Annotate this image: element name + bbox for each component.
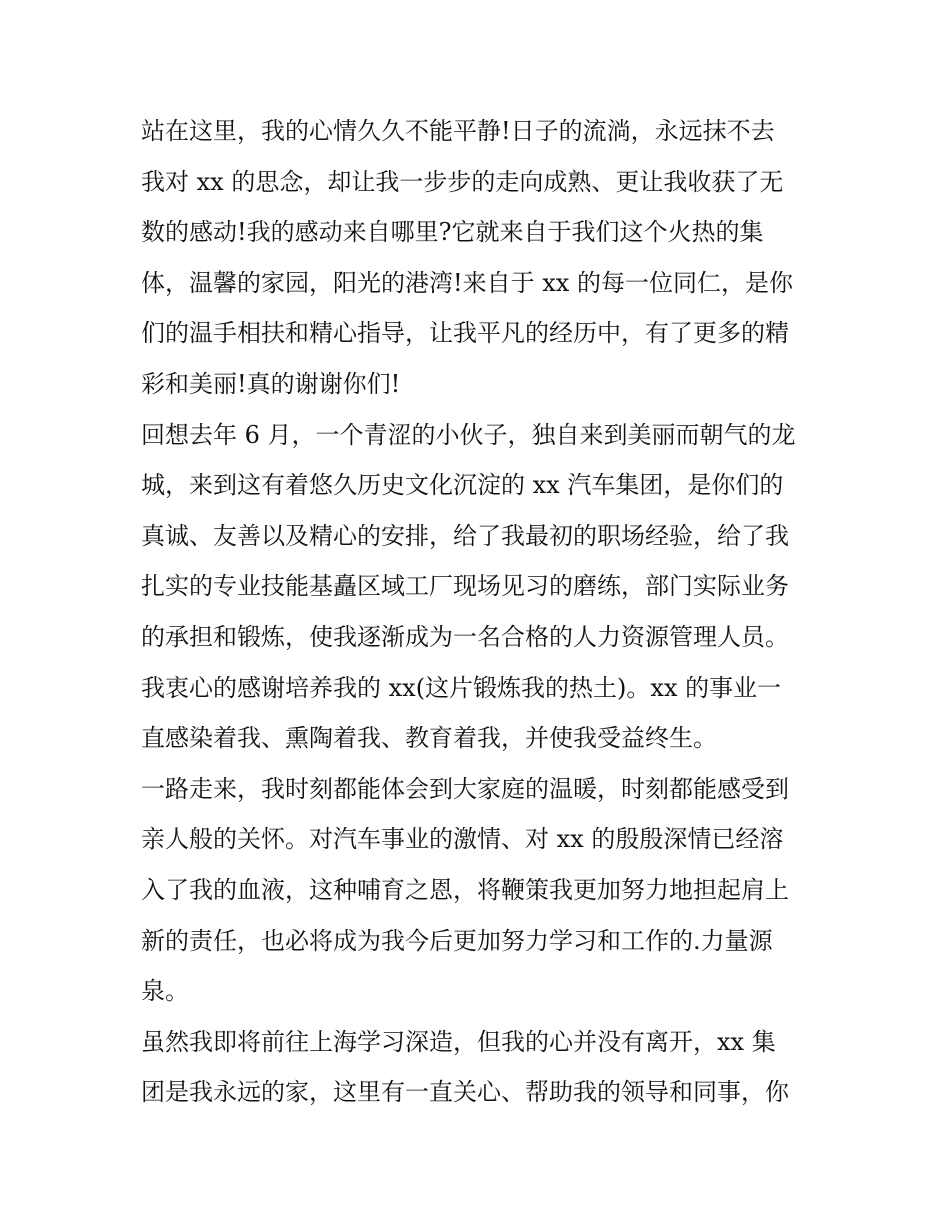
text-line: 彩和美丽!真的谢谢你们! — [141, 369, 401, 398]
text-line: 的承担和锻炼，使我逐渐成为一名合格的人力资源管理人员。 — [141, 622, 789, 651]
text-line: 城，来到这有着悠久历史文化沉淀的 xx 汽车集团，是你们的 — [141, 471, 784, 500]
text-line: 真诚、友善以及精心的安排，给了我最初的职场经验，给了我 — [141, 521, 789, 550]
text-line: 体，温馨的家园，阳光的港湾!来自于 xx 的每一位同仁，是你 — [141, 268, 793, 297]
text-line: 入了我的血液，这种哺育之恩，将鞭策我更加努力地担起肩上 — [141, 875, 789, 904]
text-line: 回想去年 6 月，一个青涩的小伙子，独自来到美丽而朝气的龙 — [141, 420, 796, 449]
text-line: 一路走来，我时刻都能体会到大家庭的温暖，时刻都能感受到 — [141, 774, 789, 803]
text-line: 直感染着我、熏陶着我、教育着我，并使我受益终生。 — [141, 724, 717, 753]
text-line: 站在这里，我的心情久久不能平静!日子的流淌，永远抹不去 — [141, 117, 775, 145]
text-line: 虽然我即将前往上海学习深造，但我的心并没有离开，xx 集 — [141, 1027, 776, 1056]
paragraph-1 — [141, 106, 821, 410]
document-body — [141, 106, 821, 1118]
text-line: 我衷心的感谢培养我的 xx(这片锻炼我的热土)。xx 的事业一 — [141, 673, 782, 702]
text-line: 扎实的专业技能基矗区域工厂现场见习的磨练，部门实际业务 — [141, 572, 789, 601]
paragraph-3 — [141, 764, 821, 1017]
text-line: 我对 xx 的思念，却让我一步步的走向成熟、更让我收获了无 — [141, 167, 784, 196]
paragraph-4 — [141, 1017, 821, 1118]
paragraph-2 — [141, 410, 821, 764]
text-line: 数的感动!我的感动来自哪里?它就来自于我们这个火热的集 — [141, 218, 764, 247]
text-line: 团是我永远的家，这里有一直关心、帮助我的领导和同事，你 — [141, 1078, 789, 1107]
text-line: 亲人般的关怀。对汽车事业的激情、对 xx 的殷殷深情已经溶 — [141, 825, 784, 854]
text-line: 泉。 — [141, 977, 189, 1006]
text-line: 新的责任，也必将成为我今后更加努力学习和工作的.力量源 — [141, 926, 773, 955]
text-line: 们的温手相扶和精心指导，让我平凡的经历中，有了更多的精 — [141, 319, 789, 348]
